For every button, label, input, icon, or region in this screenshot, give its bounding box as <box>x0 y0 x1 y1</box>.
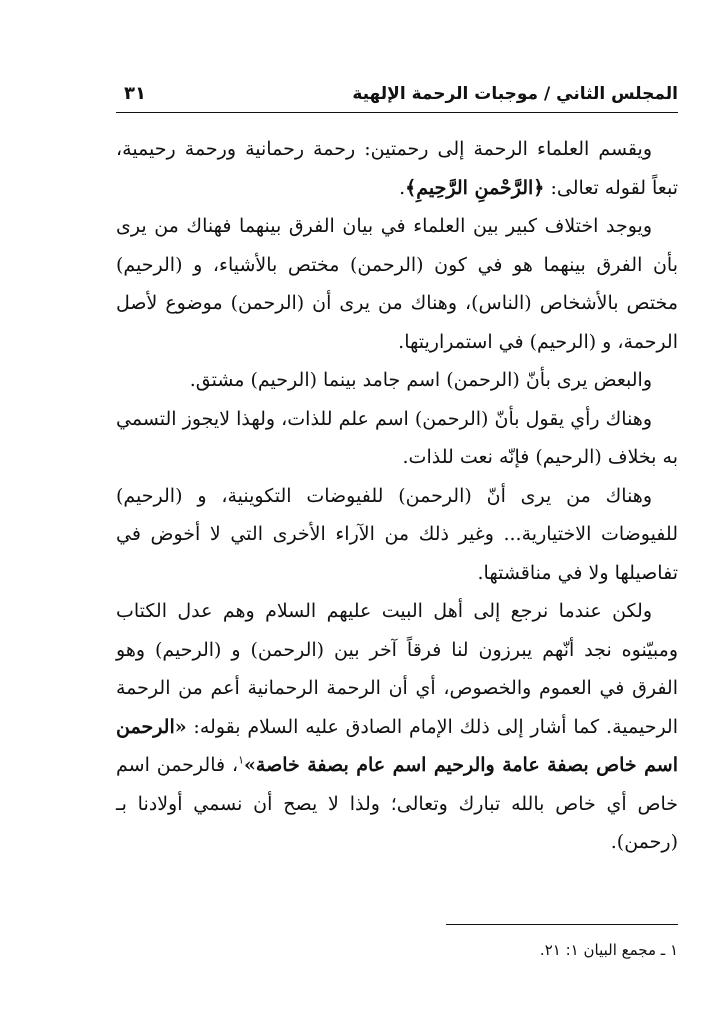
paragraph-5: وهناك من يرى أنّ (الرحمن) للفيوضات التكوينية، و (الرحيم) للفيوضات الاختيارية... وغير ذلك من الآراء الأخرى التي لا أخوض في تفاصيلها ولا في مناقشتها. <box>116 484 678 584</box>
footnote: ١ ـ مجمع البيان ١: ٢١. <box>539 941 678 959</box>
paragraph-3: والبعض يرى بأنّ (الرحمن) اسم جامد بينما (الرحيم) مشتق. <box>189 369 652 391</box>
hadith-quote: «الرحمن اسم خاص بصفة عامة والرحيم اسم عام بصفة خاصة» <box>116 715 678 776</box>
quran-verse: ﴿الرَّحْمنِ الرَّحِيمِ﴾ <box>405 176 545 199</box>
paragraph-4: وهناك رأي يقول بأنّ (الرحمن) اسم علم للذات، ولهذا لايجوز التسمي به بخلاف (الرحيم) فإنّه نعت للذات. <box>116 407 678 468</box>
running-header <box>116 80 678 113</box>
footnote-marker: ١ <box>238 753 245 767</box>
paragraph-1 <box>116 130 678 207</box>
paragraph-1-text: ويقسم العلماء الرحمة إلى رحمتين: رحمة رحمانية ورحمة رحيمية، تبعاً لقوله تعالى: <box>116 138 678 199</box>
paragraph-2: ويوجد اختلاف كبير بين العلماء في بيان الفرق بينهما فهناك من يرى بأن الفرق بينهما هو في كون (الرحمن) مختص بالأشياء، و (الرحيم) مختص بالأشخاص (الناس)، وهناك من يرى أن (الرحمن) موضوع لأصل الرحمة، و (الرحيم) في استمراريتها. <box>116 215 678 353</box>
footnote-separator <box>446 924 678 925</box>
paragraph-6-text: ولكن عندما نرجع إلى أهل البيت عليهم السلام وهم عدل الكتاب ومبيّنوه نجد أنّهم يبرزون لنا فرقاً آخر بين (الرحمن) و (الرحيم) وهو الفرق في العموم والخصوص، أي أن الرحمة الرحمانية أعم من الرحمة الرحيمية. كما أشار إلى ذلك الإمام الصادق عليه السلام بقوله: <box>116 600 678 738</box>
body-text <box>116 130 678 862</box>
chapter-title: المجلس الثاني / موجبات الرحمة الإلهية <box>352 84 678 104</box>
paragraph-1-end: . <box>399 176 406 199</box>
paragraph-6 <box>116 592 678 862</box>
page-number: ٣١ <box>124 83 146 104</box>
paragraph-6-end: ، فالرحمن اسم خاص أي خاص بالله تبارك وتعالى؛ ولذا لا يصح أن نسمي أولادنا بـ (رحمن). <box>116 754 678 853</box>
